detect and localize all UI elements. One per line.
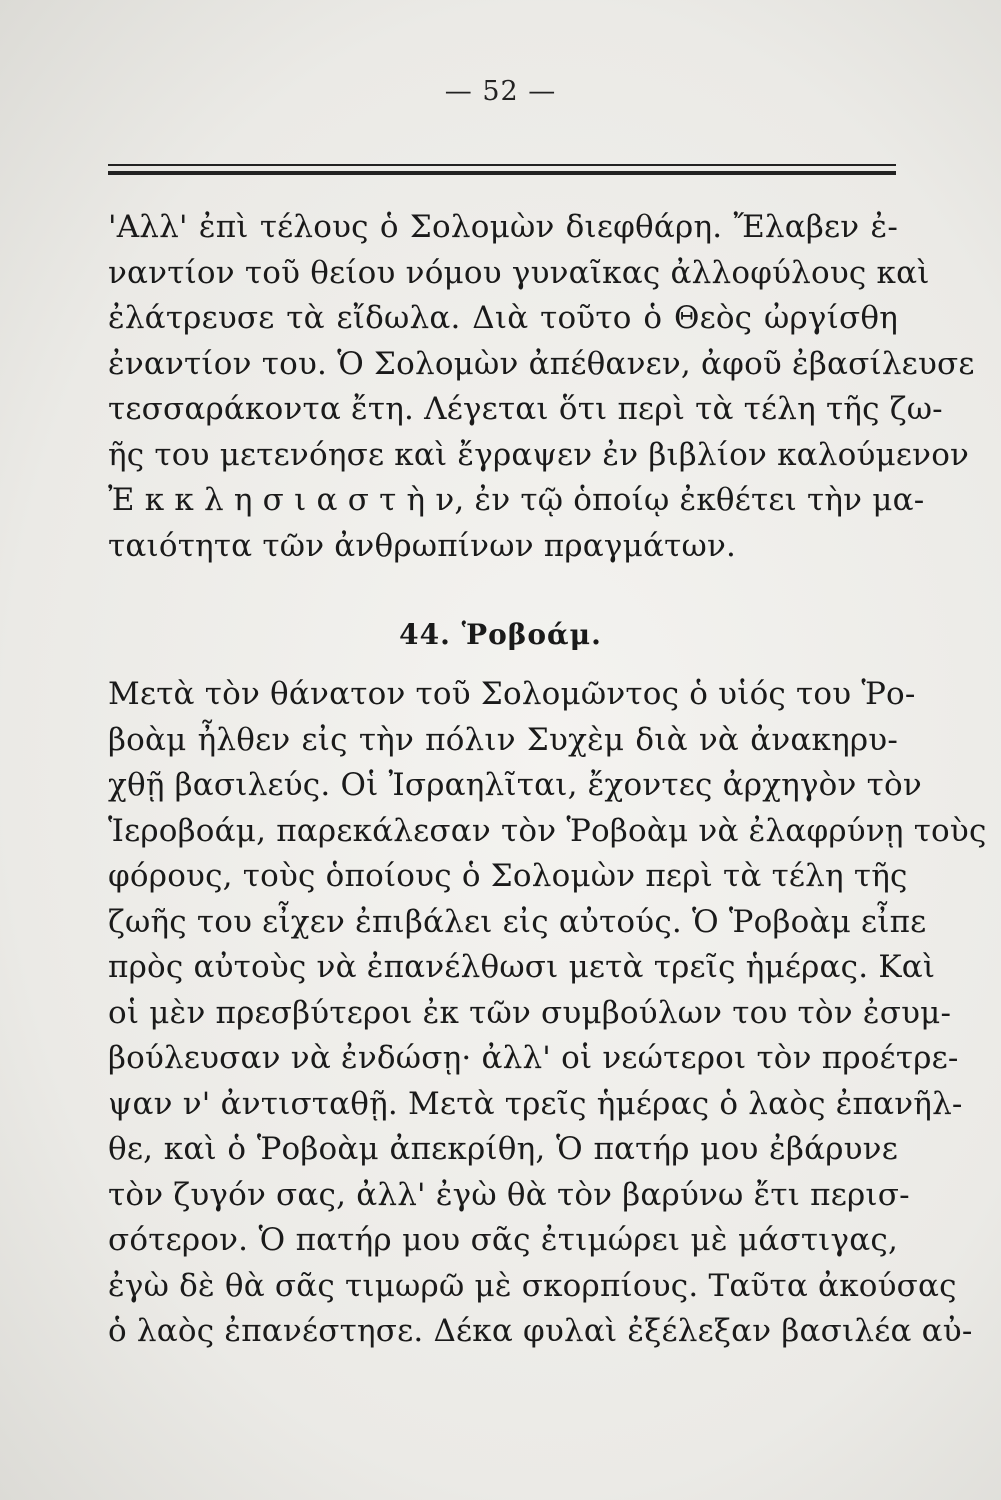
text-line: βούλευσαν νὰ ἐνδώσῃ· ἀλλ' οἱ νεώτεροι τὸν προέτρε-: [108, 1040, 959, 1076]
text-line: ψαν ν' ἀντισταθῇ. Μετὰ τρεῖς ἡμέρας ὁ λαὸς ἐπανῆλ-: [108, 1085, 963, 1122]
text-line: ζωῆς του εἶχεν ἐπιβάλει εἰς αὐτούς. Ὁ Ῥοβοὰμ εἶπε: [108, 903, 927, 940]
page-number: — 52 —: [444, 76, 557, 107]
section-heading: 44. Ῥοβοάμ.: [399, 618, 602, 651]
text-line: 'Αλλ' ἐπὶ τέλους ὁ Σολομὼν διεφθάρη. Ἔλαβεν ἐ-: [108, 209, 898, 245]
paragraph-rehoboam: [108, 672, 987, 1355]
text-line: βοὰμ ἦλθεν εἰς τὴν πόλιν Συχὲμ διὰ νὰ ἀνακηρυ-: [108, 721, 898, 758]
text-line: Ἱεροβοάμ, παρεκάλεσαν τὸν Ῥοβοὰμ νὰ ἐλαφρύνῃ τοὺς: [108, 812, 987, 849]
text-line: χθῇ βασιλεύς. Οἱ Ἰσραηλῖται, ἔχοντες ἀρχηγὸν τὸν: [108, 767, 922, 803]
text-line: ῆς του μετενόησε καὶ ἔγραψεν ἐν βιβλίον καλούμενον: [108, 436, 970, 473]
text-line: ἐναντίον του. Ὁ Σολομὼν ἀπέθανεν, ἀφοῦ ἐβασίλευσε: [108, 345, 975, 382]
paragraph-solomon: [108, 205, 975, 569]
text-line: πρὸς αὐτοὺς νὰ ἐπανέλθωσι μετὰ τρεῖς ἡμέρας. Καὶ: [108, 949, 936, 985]
text-line: Ἐ κ κ λ η σ ι α σ τ ὴ ν, ἐν τῷ ὁποίῳ ἐκθέτει τὴν μα-: [108, 482, 925, 518]
text-line: σότερον. Ὁ πατήρ μου σᾶς ἐτιμώρει μὲ μάστιγας,: [108, 1222, 898, 1258]
text-line: ναντίον τοῦ θείου νόμου γυναῖκας ἀλλοφύλους καὶ: [108, 254, 930, 291]
text-line: τὸν ζυγόν σας, ἀλλ' ἐγὼ θὰ τὸν βαρύνω ἔτι περισ-: [108, 1176, 910, 1213]
text-line: ἐγὼ δὲ θὰ σᾶς τιμωρῶ μὲ σκορπίους. Ταῦτα ἀκούσας: [108, 1267, 957, 1304]
text-line: φόρους, τοὺς ὁποίους ὁ Σολομὼν περὶ τὰ τέλη τῆς: [108, 858, 908, 894]
text-line: τεσσαράκοντα ἔτη. Λέγεται ὅτι περὶ τὰ τέλη τῆς ζω-: [108, 391, 943, 427]
header-rule-thick: [108, 171, 896, 175]
text-line: θε, καὶ ὁ Ῥοβοὰμ ἀπεκρίθη, Ὁ πατήρ μου ἐβάρυνε: [108, 1131, 898, 1167]
text-line: οἱ μὲν πρεσβύτεροι ἐκ τῶν συμβούλων του τὸν ἐσυμ-: [108, 994, 952, 1031]
text-line: Μετὰ τὸν θάνατον τοῦ Σολομῶντος ὁ υἱός του Ῥο-: [108, 676, 916, 712]
header-rule-thin: [108, 164, 896, 166]
text-line: ἐλάτρευσε τὰ εἴδωλα. Διὰ τοῦτο ὁ Θεὸς ὠργίσθη: [108, 300, 898, 336]
text-line: ταιότητα τῶν ἀνθρωπίνων πραγμάτων.: [108, 527, 737, 564]
text-line: ὁ λαὸς ἐπανέστησε. Δέκα φυλαὶ ἐξέλεξαν βασιλέα αὐ-: [108, 1313, 973, 1349]
